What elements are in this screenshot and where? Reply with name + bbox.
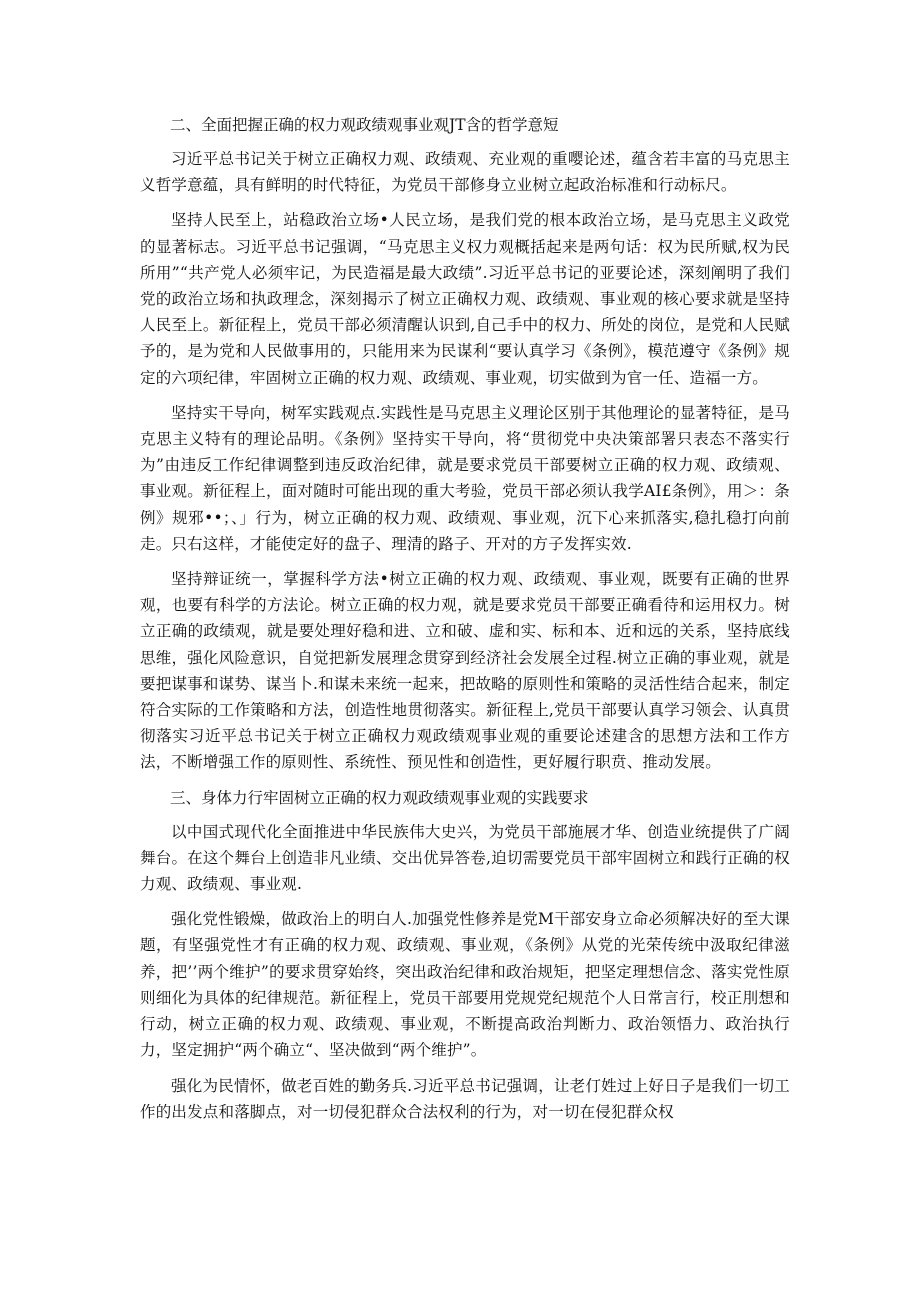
paragraph-intro: 习近平总书记关于树立正确权力观、政绩观、充业观的重嘤论述，蕴含若丰富的马克思主义哲学意蕴，具有鲜明的时代特征，为党员干部修身立业树立起政治标准和行动标尺。 [140,150,790,195]
paragraph-party-spirit: 强化党性锻燥，做政治上的明白人.加强党性修养是党M干部安身立命必须解决好的至大课题，有坚强党性才有正确的权力观、政绩观、事业观，《条例》从党的光荣传统中汲取纪律滋养，把’’两个维护”的要求贯穿始终，突出政治纪律和政治规矩，把坚定理想信念、落实党性原则细化为具体的纪律规范。新征程上，党员干部要用党规党纪规范个人日常言行，校正刖想和行动，树立正确的权力观、政绩观、事业观，不断提高政治判断力、政治领悟力、政治执行力，坚定拥护“两个确立“、坚决做到“两个维护”。 [140,910,790,1060]
paragraph-people-first: 坚持人民至上，站稳政治立场•人民立场，是我们党的根本政治立场，是马克思主义政党的显著标志。习近平总书记强调，“马克思主义权力观概括起来是两句话：权为民所赋,权为民所用”“共产党人必须牢记，为民造福是最大政绩”.习近平总书记的亚要论述，深刻阐明了我们党的政治立场和执政理念，深刻揭示了树立正确权力观、政绩观、事业观的核心要求就是坚持人民至上。新征程上，党员干部必须清醒认识到,自己手中的权力、所处的岗位，是党和人民赋予的，是为党和人民做事用的，只能用来为民谋利“要认真学习《条例》，模范遵守《条例》规定的六项纪律，牢固树立正确的权力观、政绩观、事业观，切实做到为官一任、造福一方。 [140,211,790,387]
paragraph-practice: 坚持实干导向，树军实践观点.实践性是马克思主义理论区别于其他理论的显著特征，是马克思主义特有的理论品明。《条例》坚持实干导向，将“贯彻党中央决策部署只表态不落实行为”由违反工作纪律调整到违反政治纪律，就是要求党员干部要树立正确的权力观、政绩观、事业观。新征程上，面对随时可能出现的重大考验，党员干部必须认我学AI£条例》，用＞：条例》规邪••；、」行为，树立正确的权力观、政绩观、事业观，沉下心来抓落实,稳扎稳打向前走。只右这样，才能使定好的盘子、理清的路子、开对的方子发挥实效. [140,403,790,553]
section-heading-3: 三、身体力行牢固树立正确的权力观政绩观事业观的实践要求 [170,788,589,807]
paragraph-modernization: 以中国式现代化全面推进中华民族伟大史兴，为党员干部施展才华、创造业统提供了广阔舞台。在这个舞台上创造非凡业绩、交出优异答卷,迫切需要党员干部牢固树立和践行正确的权力观、政绩观、事业观. [140,822,790,894]
paragraph-serve-people: 强化为民情怀，做老百姓的勤务兵.习近平总书记强调，让老仃姓过上好日子是我们一切工作的出发点和落脚点，对一切侵犯群众合法权利的行为，对一切在侵犯群众权 [140,1076,790,1121]
section-heading-2: 二、全面把握正确的权力观政绩观事业观JT含的哲学意短 [170,116,559,134]
paragraph-dialectics: 坚持辩证统一，掌握科学方法•树立正确的权力观、政绩观、事业观，既要有正确的世界观，也要有科学的方法论。树立正确的权力观，就是要求党员干部要正确看待和运用权力。树立正确的政绩观，就是要处理好稳和进、立和破、虚和实、标和本、近和远的关系，坚持底线思维，强化风险意识，自觉把新发展理念贯穿到经济社会发展全过程.树立正确的事业观，就是要把谋事和谋势、谋当卜.和谋未来统一起来，把故略的原则性和策略的灵活性结合起来，制定符合实际的工作策略和方法，创造性地贯彻落实。新征程上,党员干部要认真学习领会、认真贯彻落实习近平总书记关于树立正确权力观政绩观事业观的重要论述建含的思想方法和工作方法，不断增强工作的原则性、系统性、预见性和创造性，更好履行职贲、推动发展。 [140,570,790,772]
document-body [140,112,790,1134]
